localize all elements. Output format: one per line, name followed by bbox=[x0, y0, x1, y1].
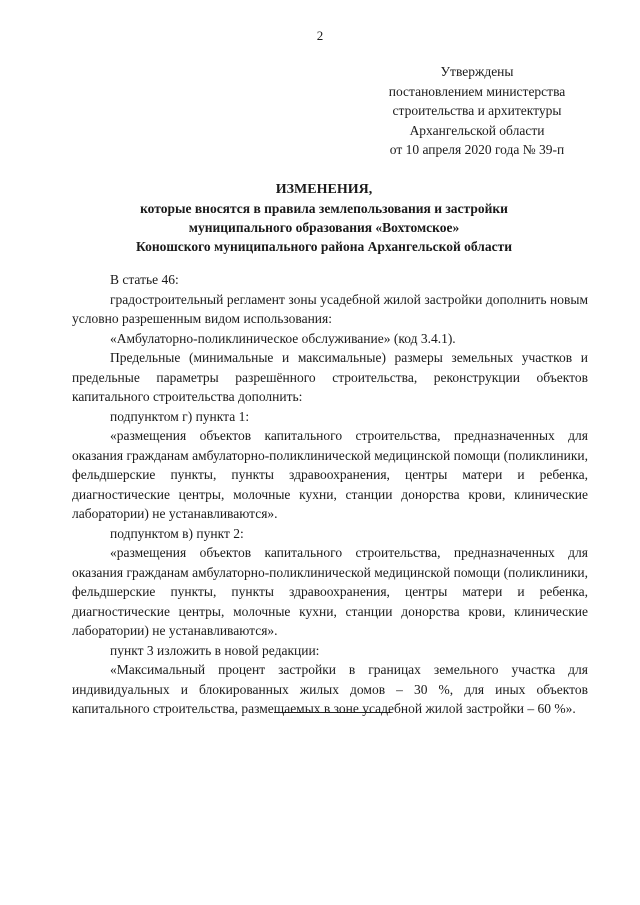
paragraph: «Максимальный процент застройки в границах земельного участка для индивидуальных и блокированных жилых домов – 30 %, для иных объектов капитального строительства, размещаемых в зоне усадебной жилой застройки – 60 %». bbox=[72, 662, 588, 716]
approval-line: Утверждены bbox=[440, 64, 514, 79]
paragraph: «размещения объектов капитального строительства, предназначенных для оказания гражданам амбулаторно-поликлинической медицинской помощи (поликлиники, фельдшерские пункты, пункты здравоохранения, центры матери и ребенка, диагностические центры, молочные кухни, станции донорства крови, клинические лаборатории) не устанавливаются». bbox=[72, 428, 588, 521]
title-main: ИЗМЕНЕНИЯ, bbox=[275, 182, 373, 197]
approval-line: постановлением министерства bbox=[388, 83, 566, 99]
closing-divider bbox=[274, 712, 390, 713]
page-number: 2 bbox=[316, 28, 324, 43]
paragraph: пункт 3 изложить в новой редакции: bbox=[110, 642, 320, 658]
title-line: муниципального образования «Вохтомское» bbox=[188, 220, 460, 235]
approval-line: от 10 апреля 2020 года № 39-п bbox=[389, 142, 565, 157]
document-title bbox=[62, 180, 586, 256]
title-line: которые вносятся в правила землепользования и застройки bbox=[140, 201, 508, 216]
approval-stamp-block bbox=[372, 62, 582, 160]
paragraph: подпунктом в) пункт 2: bbox=[110, 525, 244, 541]
paragraph: В статье 46: bbox=[110, 272, 179, 287]
paragraph: «Амбулаторно-поликлиническое обслуживание» (код 3.4.1). bbox=[110, 330, 456, 346]
approval-line: Архангельской области bbox=[409, 122, 545, 138]
paragraph: «размещения объектов капитального строительства, предназначенных для оказания гражданам амбулаторно-поликлинической медицинской помощи (поликлиники, фельдшерские пункты, пункты здравоохранения, центры матери и ребенка, диагностические центры, молочные кухни, станции донорства крови, клинические лаборатории) не устанавливаются». bbox=[72, 545, 588, 638]
document-body bbox=[72, 270, 588, 719]
approval-line: строительства и архитектуры bbox=[392, 103, 562, 118]
paragraph: градостроительный регламент зоны усадебной жилой застройки дополнить новым условно разрешенным видом использования: bbox=[72, 291, 588, 326]
paragraph: Предельные (минимальные и максимальные) размеры земельных участков и предельные параметры разрешённого строительства, реконструкции объектов капитального строительства дополнить: bbox=[72, 350, 588, 404]
paragraph: подпунктом г) пункта 1: bbox=[110, 408, 250, 424]
title-line: Коношского муниципального района Архангельской области bbox=[135, 239, 512, 254]
